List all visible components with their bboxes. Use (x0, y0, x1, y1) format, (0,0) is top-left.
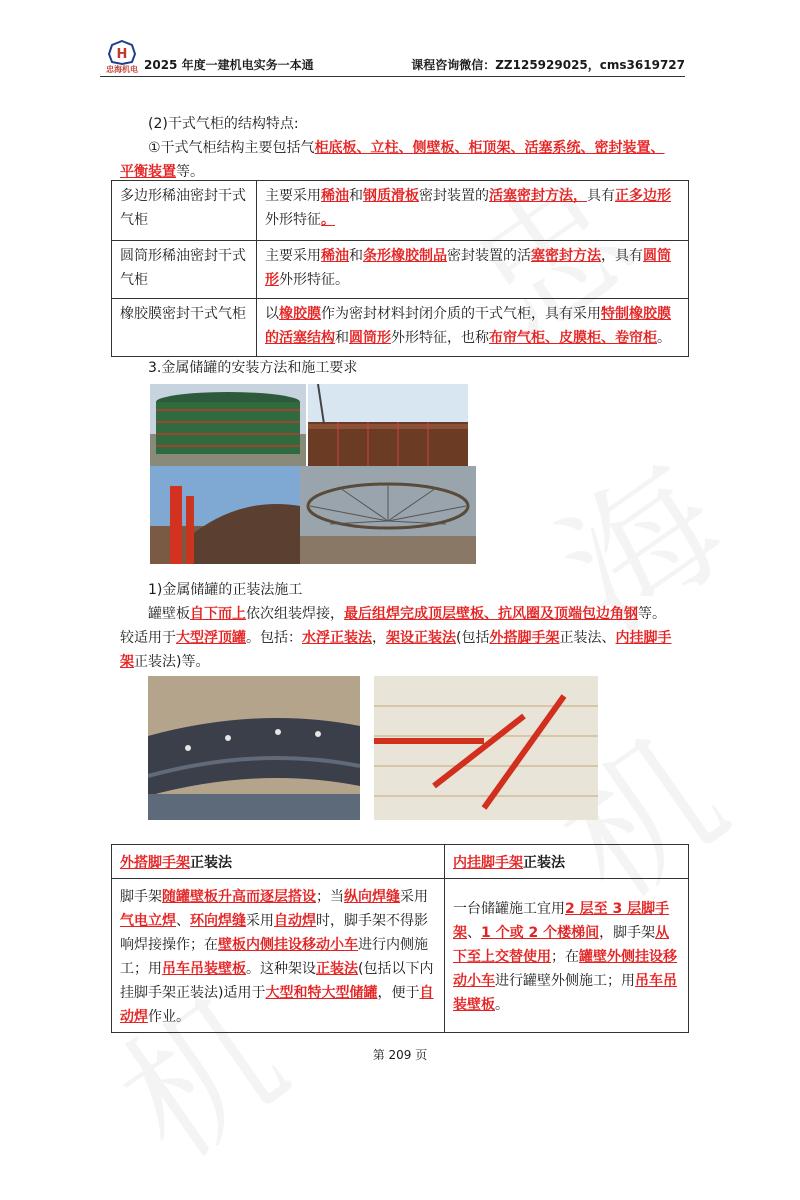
type-cell: 橡胶膜密封干式气柜 (112, 299, 257, 357)
text-run: 罐壁板 (148, 606, 190, 622)
text-run: 、 (467, 925, 481, 941)
table-row (112, 181, 689, 241)
keyword: 塞密封方法 (531, 248, 601, 264)
keyword: 活塞密封方法， (489, 188, 587, 204)
keyword: 吊车吊装壁板 (453, 973, 677, 1013)
photo-tank-exterior-green (150, 384, 306, 466)
keyword: 架 (120, 654, 134, 670)
keyword: 橡胶膜 (279, 306, 321, 322)
keyword: 2 层至 3 层脚手架 (453, 901, 670, 941)
text-run: ， (372, 630, 386, 646)
text-run: (包括 (456, 630, 490, 646)
type-cell: 圆筒形稀油密封干式气柜 (112, 241, 257, 299)
keyword: 大型浮顶罐 (176, 630, 246, 646)
keyword: 自动焊 (120, 985, 434, 1025)
external-scaffold-cell (112, 879, 445, 1033)
keyword: 自动焊 (274, 913, 316, 929)
keyword: 条形橡胶制品 (363, 248, 447, 264)
table-row (112, 299, 689, 357)
text-run: 主要采用 (265, 188, 321, 204)
keyword: 大型和特大型储罐 (265, 985, 378, 1001)
text-run: 正装法 (190, 855, 232, 871)
table-row (112, 241, 689, 299)
text-run: 正装法、 (559, 630, 616, 646)
keyword: 内挂脚手架 (453, 855, 523, 871)
text-run: 作为密封材料封闭介质的干式气柜，具有采用 (321, 306, 601, 322)
text-run: 作业。 (148, 1009, 190, 1025)
photo-external-scaffold (148, 676, 360, 820)
text-run: 较适用于 (120, 630, 176, 646)
text-run: 。这种架设 (246, 961, 316, 977)
text-run: 一台储罐施工宜用 (453, 901, 565, 917)
header-internal-scaffold (445, 845, 689, 879)
table-row (112, 879, 689, 1033)
upright-method-heading: 1)金属储罐的正装法施工 (148, 582, 303, 598)
page-header (100, 40, 685, 77)
keyword: 。 (321, 212, 335, 228)
gas-holder-table (111, 180, 689, 357)
text-run: 时，脚手架不得影响焊接操作；在 (120, 913, 428, 953)
section-heading: (2)干式气柜的结构特点: (148, 116, 299, 132)
text-run: 、 (176, 913, 190, 929)
keyword: 圆筒形 (265, 248, 671, 288)
contact-info: 课程咨询微信：ZZ125929025，cms3619727 (411, 58, 685, 72)
text-run: 等。 (638, 606, 666, 622)
keyword: 自下而上 (190, 606, 246, 622)
text-run: 采用 (246, 913, 274, 929)
keyword: 内挂脚手 (615, 630, 672, 646)
text-run: 外形特征，也称 (391, 330, 489, 346)
text-run: 进行内侧施工；用 (120, 937, 428, 977)
photo-tank-interior-frame (300, 466, 476, 564)
keyword: 布帘气柜、皮膜柜、卷帘柜 (489, 330, 657, 346)
keyword: 随罐壁板升高而逐层搭设 (162, 889, 316, 905)
text-run: (包括以下内挂脚手架正装法)适用于 (120, 961, 434, 1001)
keyword: 平衡装置 (120, 164, 176, 180)
text-run: ；当 (316, 889, 344, 905)
text-run: 采用 (400, 889, 428, 905)
text-run: 密封装置的活 (447, 248, 531, 264)
keyword: 外搭脚手架 (120, 855, 190, 871)
text-run: 正装法 (523, 855, 565, 871)
keyword: 架设正装法 (386, 630, 456, 646)
keyword: 从下至上交替使用 (453, 925, 670, 965)
text-run: 密封装置的 (419, 188, 489, 204)
keyword: 1 个或 2 个楼梯间 (481, 925, 600, 941)
text-run: 和 (349, 248, 363, 264)
text-run: ；在 (551, 949, 579, 965)
page-number: 第 209 页 (372, 1048, 428, 1062)
keyword: 壁板内侧挂设移动小车 (218, 937, 358, 953)
text-run: ，脚手架 (599, 925, 656, 941)
intro-paragraph (120, 136, 680, 184)
keyword: 正装法 (316, 961, 358, 977)
header-external-scaffold (112, 845, 445, 879)
keyword: 气电立焊 (120, 913, 176, 929)
keyword: 吊车吊装壁板 (162, 961, 246, 977)
keyword: 纵向焊缝 (344, 889, 400, 905)
keyword: 特制橡胶膜的活塞结构 (265, 306, 671, 346)
text-run: 外形特征。 (279, 272, 349, 288)
text-run: 和 (335, 330, 349, 346)
keyword: 正多边形 (615, 188, 671, 204)
text-run: ，具有 (601, 248, 643, 264)
keyword: 柜底板、立柱、侧壁板、柜顶架、活塞系统、密封装置、 (314, 140, 665, 156)
text-run: 外形特征 (265, 212, 321, 228)
text-run: 脚手架 (120, 889, 162, 905)
keyword: 外搭脚手架 (489, 630, 560, 646)
text-run: 和 (349, 188, 363, 204)
text-run: 进行罐壁外侧施工；用 (495, 973, 635, 989)
type-cell: 多边形稀油密封干式气柜 (112, 181, 257, 241)
intro-text: ①干式气柜结构主要包括气 (148, 140, 315, 156)
keyword: 最后组焊完成顶层壁板、抗风圈及顶端包边角钢 (344, 606, 638, 622)
keyword: 环向焊缝 (190, 913, 246, 929)
text-run: 。 (495, 997, 509, 1013)
text-run: 正装法)等。 (134, 654, 210, 670)
section-3-heading: 3.金属储罐的安装方法和施工要求 (148, 360, 358, 376)
intro-text: 等。 (176, 164, 204, 180)
text-run: 依次组装焊接， (246, 606, 344, 622)
keyword: 圆筒形 (349, 330, 391, 346)
keyword: 水浮正装法 (302, 630, 372, 646)
description-cell (257, 181, 689, 241)
photo-tank-wall-crane (308, 384, 468, 466)
description-cell (257, 241, 689, 299)
upright-method-paragraph (120, 602, 700, 674)
description-cell (257, 299, 689, 357)
svg-text:H: H (116, 47, 128, 62)
text-run: 。 (657, 330, 671, 346)
keyword: 钢质滑板 (363, 188, 419, 204)
keyword: 稀油 (321, 248, 349, 264)
logo-text: 忠海机电 (106, 65, 138, 74)
text-run: 。包括： (246, 630, 302, 646)
text-run: 具有 (587, 188, 615, 204)
table-header-row (112, 845, 689, 879)
document-title: 2025 年度一建机电实务一本通 (144, 58, 314, 72)
text-run: 主要采用 (265, 248, 321, 264)
keyword: 稀油 (321, 188, 349, 204)
keyword: 罐壁外侧挂设移动小车 (453, 949, 677, 989)
photo-internal-hanging-scaffold (374, 676, 598, 820)
photo-tank-red-hydraulic-jacks (150, 466, 300, 564)
scaffold-method-table (111, 844, 689, 1033)
internal-scaffold-cell (445, 879, 689, 1033)
text-run: ，便于 (377, 985, 420, 1001)
text-run: 以 (265, 306, 279, 322)
